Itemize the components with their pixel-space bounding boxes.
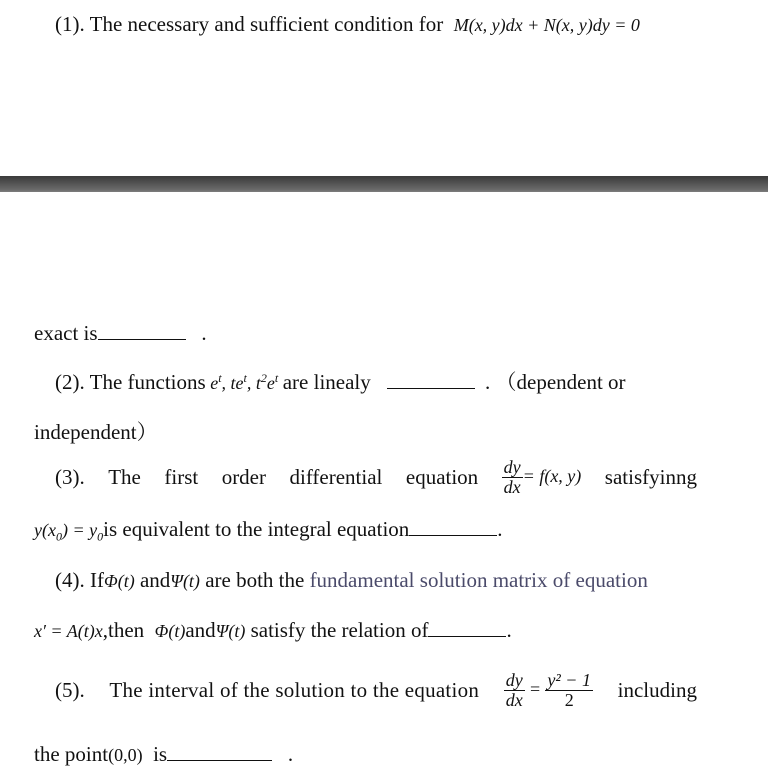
q4-answer-blank[interactable] [428, 635, 506, 637]
q4-phi-2: Φ(t) [154, 621, 186, 641]
q5-equation [504, 671, 593, 710]
q5-is: is [153, 742, 168, 766]
q5-equals: = [530, 679, 541, 700]
q2-hint-close-line [34, 422, 158, 443]
q3-end: . [497, 517, 503, 541]
q4-if: If [90, 568, 104, 592]
q4-tail: satisfy the relation of [250, 618, 429, 642]
q4-line [55, 570, 648, 591]
q5-answer-blank[interactable] [167, 759, 272, 761]
q4-equation: x′ = A(t)x [34, 621, 103, 641]
q3-word4: differential [289, 464, 383, 489]
q3-word3: order [221, 464, 266, 489]
q3-tail: is equivalent to the integral equation [103, 517, 410, 541]
q3-condition: $y(x_0) = y_0$ [34, 520, 104, 544]
q5-text: The interval of the solution to the equation [109, 677, 480, 702]
q3-tail-line [34, 519, 503, 543]
q2-functions: $e^t$, $te^t$, $t^2e^t$ [205, 371, 279, 393]
q2-text: The functions [89, 370, 206, 394]
q5-frac1-num: dy [505, 670, 523, 690]
q5-fraction-right [545, 671, 593, 710]
q5-frac1-den: dx [505, 689, 523, 710]
q3-word5: equation [405, 464, 479, 489]
q1-line [55, 14, 640, 35]
q3-frac-num: dy [503, 457, 521, 477]
q2-hint-close: independent） [34, 420, 158, 444]
q5-tail-line [34, 744, 293, 765]
q5-point: (0,0) [108, 745, 143, 765]
q2-number: (2). [55, 370, 85, 394]
q3-after: satisfyinng [604, 464, 697, 489]
q1-end: . [201, 321, 207, 345]
q4-and1: and [139, 568, 171, 592]
q3-word1: The [108, 464, 141, 489]
q4-number: (4). [55, 568, 85, 592]
q5-number: (5). [55, 677, 85, 702]
q5-line [55, 671, 697, 710]
q3-line [55, 458, 697, 497]
q4-then: ,then [102, 618, 145, 642]
page-divider [0, 176, 768, 192]
q2-mid: are linealy [282, 370, 371, 394]
q4-blue-text: fundamental solution matrix of equation [309, 568, 648, 592]
q3-fraction [502, 458, 523, 497]
q4-and2: and [185, 618, 216, 642]
q4-psi: Ψ(t) [170, 571, 200, 591]
q1-tail-line [34, 323, 207, 344]
q2-answer-blank[interactable] [387, 387, 475, 389]
q5-frac2-den: 2 [564, 689, 574, 710]
q4-mid: are both the [205, 568, 305, 592]
q5-after: including [617, 677, 697, 702]
q1-number: (1). [55, 12, 85, 36]
q5-end: . [287, 742, 294, 766]
q5-tail: the point [34, 742, 109, 766]
q3-word2: first [164, 464, 199, 489]
q2-hint-open: （dependent or [495, 370, 626, 394]
q5-fraction-left [504, 671, 525, 710]
q1-text: The necessary and sufficient condition for [89, 12, 444, 36]
q3-frac-den: dx [503, 476, 521, 497]
q2-line [55, 372, 626, 393]
q3-equation [502, 458, 582, 497]
q4-psi-2: Ψ(t) [215, 621, 246, 641]
q5-frac2-num: y² − 1 [547, 670, 591, 690]
q1-equation: M(x, y)dx + N(x, y)dy = 0 [453, 15, 640, 35]
q3-answer-blank[interactable] [409, 534, 497, 536]
q1-tail: exact is [34, 321, 98, 345]
q2-end: . [485, 370, 491, 394]
q4-phi: Φ(t) [104, 571, 135, 591]
q4-end: . [506, 618, 512, 642]
q4-tail-line [34, 620, 512, 641]
q3-number: (3). [55, 464, 85, 489]
q1-answer-blank[interactable] [98, 338, 186, 340]
q3-rhs: = f(x, y) [522, 466, 582, 487]
